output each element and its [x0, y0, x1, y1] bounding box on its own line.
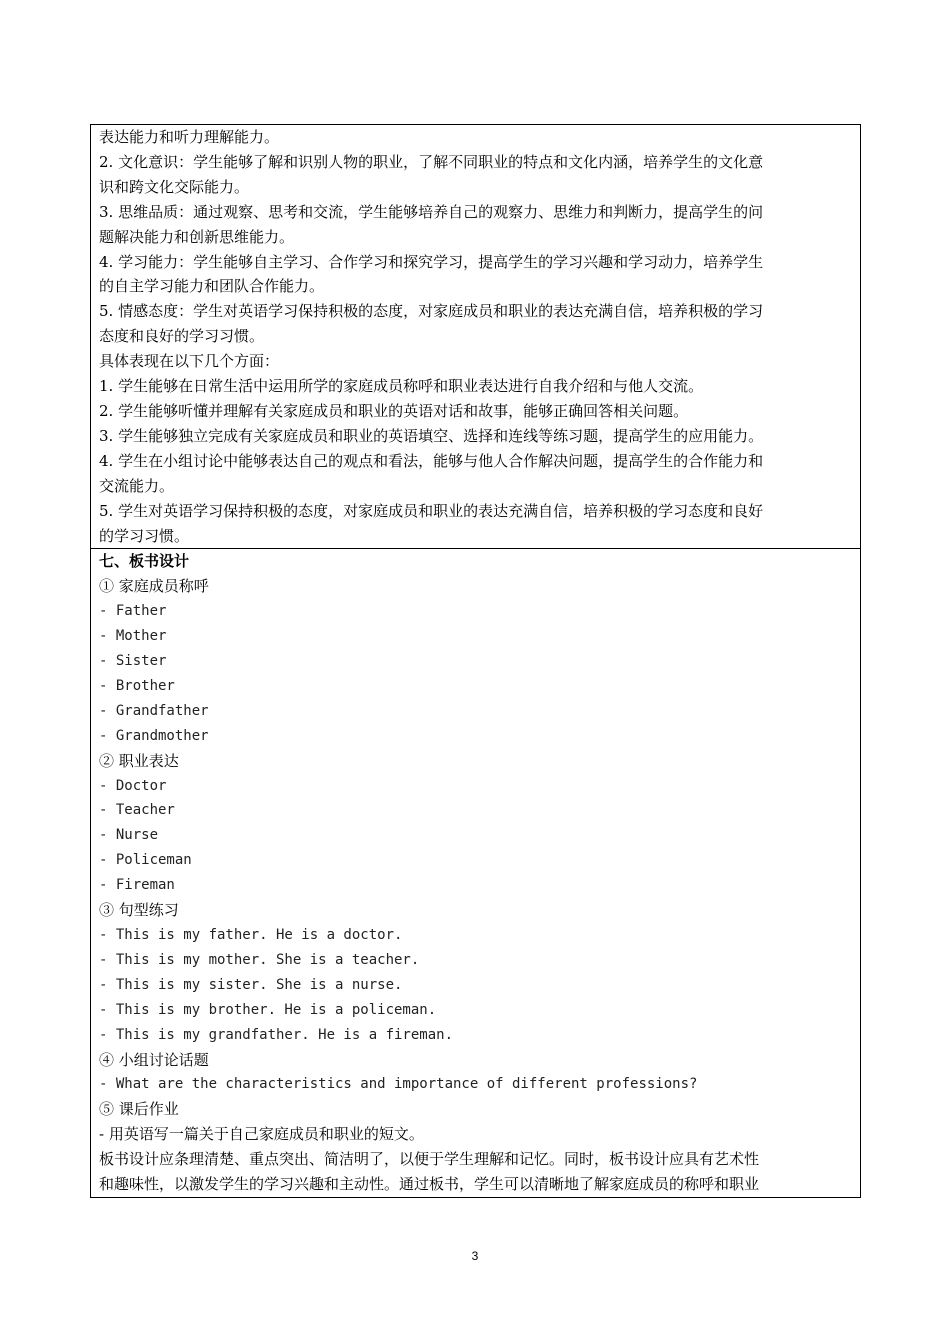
list-item: - This is my father. He is a doctor. — [99, 927, 403, 943]
text-line: 5. 情感态度：学生对英语学习保持积极的态度，对家庭成员和职业的表达充满自信，培养积极的学习 — [99, 302, 764, 321]
list-item: - Doctor — [99, 777, 167, 794]
list-item: - What are the characteristics and importance of different professions? — [99, 1076, 698, 1093]
list-item: - Fireman — [99, 877, 175, 894]
text-line: 2. 文化意识：学生能够了解和识别人物的职业，了解不同职业的特点和文化内涵，培养学生的文化意 — [99, 152, 764, 171]
text-line: 的自主学习能力和团队合作能力。 — [99, 277, 325, 296]
text-line: 4. 学习能力：学生能够自主学习、合作学习和探究学习，提高学生的学习兴趣和学习动力，培养学生 — [99, 252, 764, 271]
list-item: - This is my grandfather. He is a fireman. — [99, 1026, 454, 1043]
text-line: 具体表现在以下几个方面： — [99, 352, 280, 371]
professions-title: ② 职业表达 — [99, 751, 179, 770]
summary-line: 板书设计应条理清楚、重点突出、简洁明了，以便于学生理解和记忆。同时，板书设计应具有艺术性 — [99, 1150, 760, 1169]
list-item: - This is my sister. She is a nurse. — [99, 976, 403, 993]
summary-line: 和趣味性，以激发学生的学习兴趣和主动性。通过板书，学生可以清晰地了解家庭成员的称呼和职业 — [99, 1175, 760, 1194]
text-line: 识和跨文化交际能力。 — [99, 177, 250, 196]
text-line: 的学习习惯。 — [99, 526, 190, 545]
objectives-cell — [91, 125, 861, 549]
text-line: 态度和良好的学习习惯。 — [99, 327, 265, 346]
section-heading: 七、板书设计 — [99, 552, 190, 571]
sentence-patterns-title: ③ 句型练习 — [99, 901, 179, 920]
list-item: - Grandmother — [99, 727, 209, 744]
table-row — [91, 549, 861, 1198]
list-item: - Mother — [99, 628, 167, 645]
list-item: - 用英语写一篇关于自己家庭成员和职业的短文。 — [99, 1125, 424, 1144]
family-members-title: ① 家庭成员称呼 — [99, 577, 209, 596]
board-design-cell — [91, 549, 861, 1198]
list-item: - Teacher — [99, 802, 175, 819]
text-line: 1. 学生能够在日常生活中运用所学的家庭成员称呼和职业表达进行自我介绍和与他人交流。 — [99, 377, 704, 396]
text-line: 5. 学生对英语学习保持积极的态度，对家庭成员和职业的表达充满自信，培养积极的学习态度和良好 — [99, 501, 764, 520]
list-item: - This is my mother. She is a teacher. — [99, 951, 420, 968]
lesson-plan-table — [90, 124, 861, 1198]
list-item: - Policeman — [99, 852, 192, 869]
list-item: - Nurse — [99, 827, 159, 844]
text-line: 题解决能力和创新思维能力。 — [99, 227, 295, 246]
text-line: 3. 思维品质：通过观察、思考和交流，学生能够培养自己的观察力、思维力和判断力，提高学生的问 — [99, 202, 764, 221]
text-line: 2. 学生能够听懂并理解有关家庭成员和职业的英语对话和故事，能够正确回答相关问题。 — [99, 401, 689, 420]
list-item: - Brother — [99, 677, 175, 694]
text-line: 表达能力和听力理解能力。 — [99, 128, 280, 146]
list-item: - This is my brother. He is a policeman. — [99, 1001, 437, 1018]
list-item: - Father — [99, 603, 167, 620]
text-line: 交流能力。 — [99, 476, 175, 495]
table-row — [91, 125, 861, 549]
page-number: 3 — [471, 1249, 479, 1263]
list-item: - Sister — [99, 653, 167, 670]
text-line: 4. 学生在小组讨论中能够表达自己的观点和看法，能够与他人合作解决问题，提高学生的合作能力和 — [99, 451, 764, 470]
list-item: - Grandfather — [99, 702, 209, 719]
homework-title: ⑤ 课后作业 — [99, 1100, 179, 1119]
text-line: 3. 学生能够独立完成有关家庭成员和职业的英语填空、选择和连线等练习题，提高学生的应用能力。 — [99, 426, 764, 445]
discussion-title: ④ 小组讨论话题 — [99, 1050, 209, 1069]
